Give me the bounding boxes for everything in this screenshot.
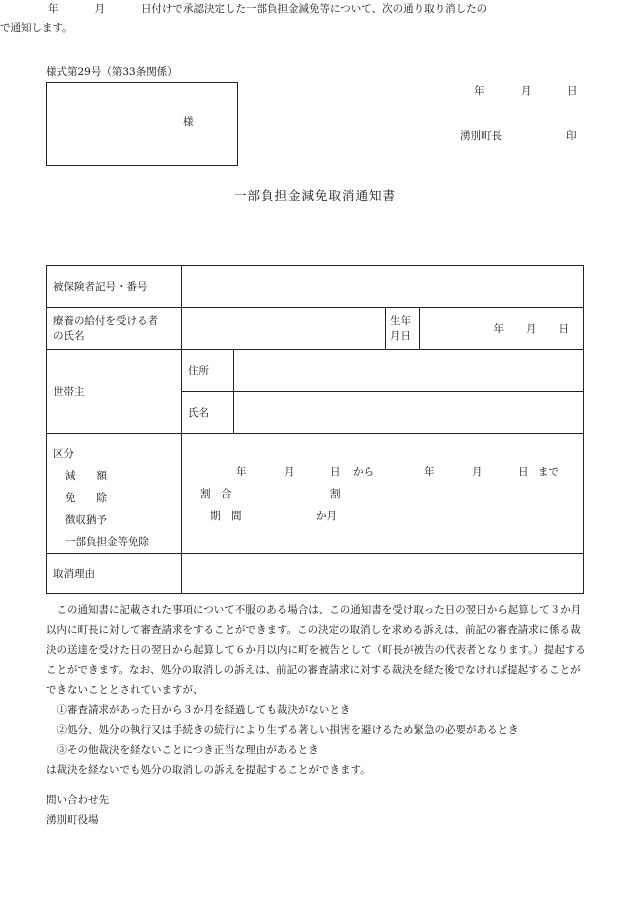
- category-cell: [47, 434, 182, 554]
- category-deferral[interactable]: 徴収猶予: [65, 513, 107, 526]
- term-row: [188, 508, 577, 530]
- intro-body: 日付けで承認決定した一部負担金減免等について、次の通り取り消したの: [141, 3, 488, 15]
- period-from-day: 日: [330, 466, 341, 478]
- cancel-reason-field[interactable]: [182, 554, 584, 594]
- birth-year: 年: [493, 323, 504, 335]
- period-from-year: 年: [236, 466, 247, 478]
- term-unit: か月: [316, 510, 337, 522]
- notice-item: ①審査請求があった日から３か月を経過しても裁決がないとき: [56, 704, 351, 716]
- form-number: 様式第29号（第33条関係）: [46, 66, 178, 78]
- period-to-day: 日: [518, 466, 529, 478]
- category-exemption[interactable]: 免 除: [65, 491, 107, 504]
- issuer-name: 湧別町長: [460, 130, 502, 142]
- householder-label: 世帯主: [47, 350, 182, 434]
- insured-number-label: 被保険者記号・番号: [47, 266, 182, 308]
- date-month: 月: [521, 85, 532, 97]
- issuer-seal: 印: [566, 130, 577, 142]
- address-field[interactable]: [234, 350, 584, 392]
- notice-closing: は裁決を経ないでも処分の取消しの訴えを提起することができます。: [46, 764, 371, 776]
- birth-day: 日: [558, 323, 569, 335]
- intro-body-cont: で通知します。: [0, 22, 73, 34]
- birth-date-field[interactable]: [420, 308, 584, 350]
- contact-office: 湧別町役場: [46, 814, 99, 826]
- date-day: 日: [567, 85, 578, 97]
- notice-item: ②処分、処分の執行又は手続きの続行により生ずる著しい損害を避けるため緊急の必要があるとき: [56, 724, 519, 736]
- birth-month: 月: [526, 323, 537, 335]
- recipient-name-label: [47, 308, 182, 350]
- form-table: [46, 265, 584, 594]
- table-row: [47, 434, 584, 554]
- category-label: 区分: [53, 447, 74, 460]
- category-reduction[interactable]: 減 額: [65, 469, 107, 482]
- name-label: 氏名: [182, 392, 234, 434]
- notice-item: ③その他裁決を経ないことにつき正当な理由があるとき: [56, 744, 319, 756]
- period-to-year: 年: [424, 466, 435, 478]
- table-row: [47, 350, 584, 392]
- term-label: 期 間: [210, 510, 242, 522]
- date-year: 年: [474, 85, 485, 97]
- table-row: [47, 308, 584, 350]
- intro-month: 月: [94, 3, 105, 15]
- appeal-notice: [46, 600, 586, 780]
- recipient-name-label-line1: 療養の給付を受ける者: [53, 314, 158, 327]
- page-title: 一部負担金減免取消通知書: [233, 188, 396, 203]
- notice-paragraph: この通知書に記載された事項について不服のある場合は、この通知書を受け取った日の翌日から起算して３か月以内に町長に対して審査請求をすることができます。この決定の取消しを求める訴えは、前記の審査請求に係る裁決の送達を受けた日の翌日から起算して６か月以内に町を被告として（町長が被告の代表者となります。）提起することができます。なお、処分の取消しの訴えは、前記の審査請求に対する裁決を経た後でなければ提起することができないこととされていますが、: [46, 604, 586, 696]
- birth-date-label-line2: 月日: [390, 329, 411, 342]
- ratio-unit: 割: [330, 488, 341, 500]
- intro-text: [0, 0, 540, 38]
- address-label: 住所: [182, 350, 234, 392]
- cancel-reason-label: 取消理由: [47, 554, 182, 594]
- category-details-field[interactable]: [182, 434, 584, 554]
- category-copayment-exemption[interactable]: 一部負担金等免除: [65, 535, 149, 548]
- recipient-name-label-line2: の氏名: [53, 329, 85, 342]
- period-to-month: 月: [472, 466, 483, 478]
- table-row: [47, 554, 584, 594]
- addressee-honorific: 様: [183, 116, 194, 128]
- period-to-suffix: まで: [538, 466, 559, 478]
- addressee-box: [46, 82, 238, 166]
- period-from-month: 月: [284, 466, 295, 478]
- householder-name-field[interactable]: [234, 392, 584, 434]
- period-row: [188, 464, 577, 486]
- birth-date-label-line1: 生年: [390, 314, 411, 327]
- insured-number-field[interactable]: [182, 266, 584, 308]
- intro-year: 年: [48, 3, 59, 15]
- ratio-label: 割 合: [200, 488, 232, 500]
- birth-date-label: [386, 308, 420, 350]
- table-row: [47, 266, 584, 308]
- contact-info: [46, 790, 109, 830]
- recipient-name-field[interactable]: [182, 308, 386, 350]
- contact-label: 問い合わせ先: [46, 794, 109, 806]
- period-from-suffix: から: [353, 466, 374, 478]
- ratio-row: [188, 486, 577, 508]
